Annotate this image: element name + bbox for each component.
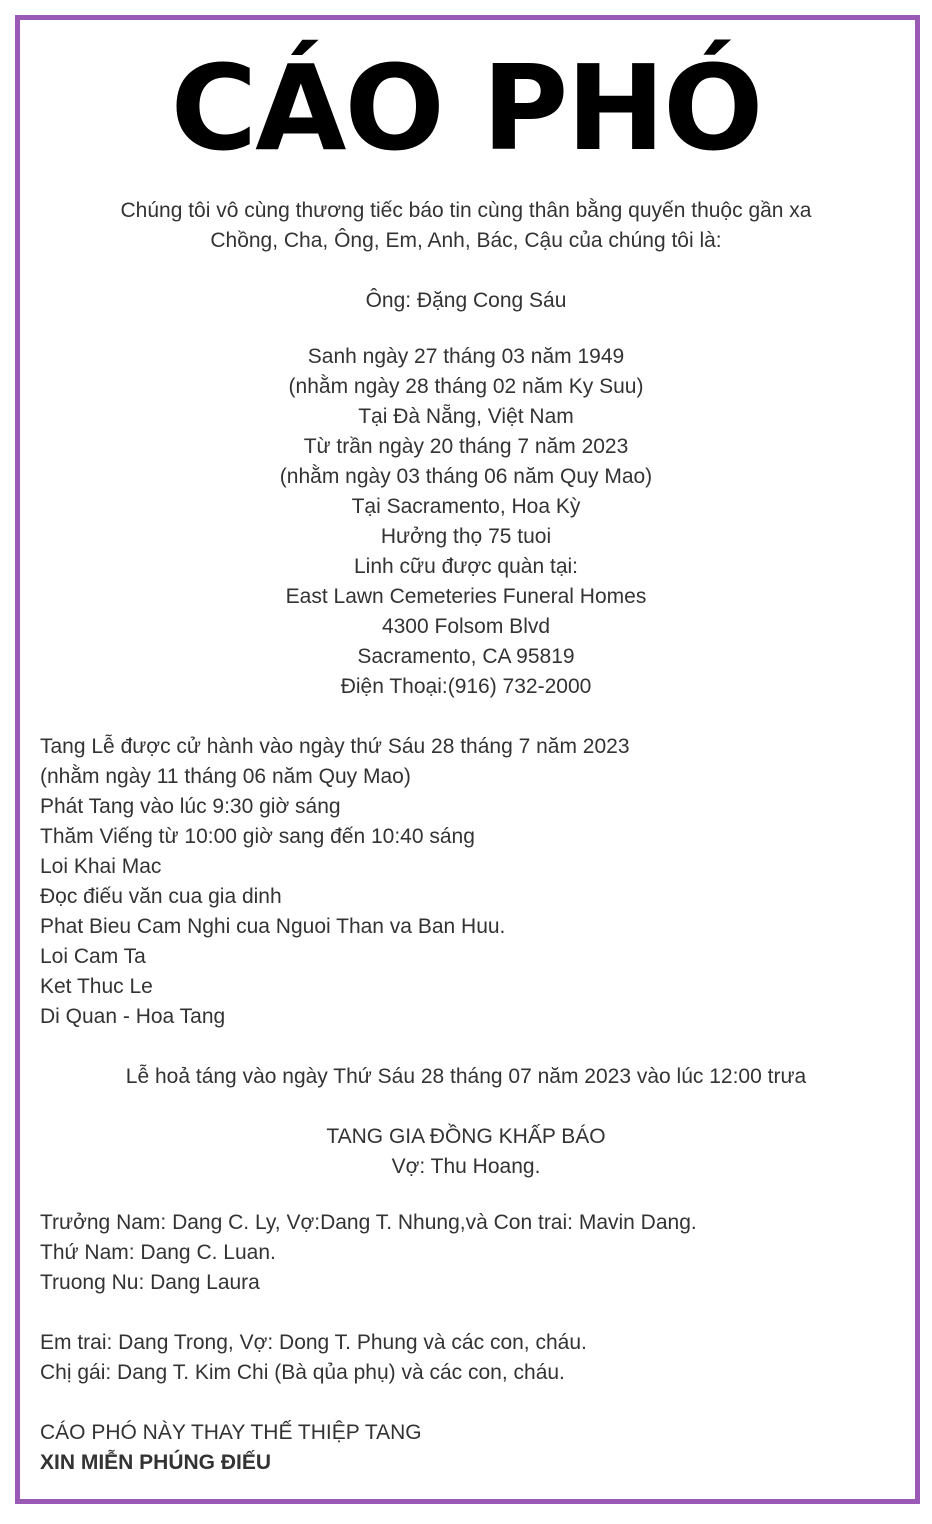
detail-line: Tại Sacramento, Hoa Kỳ [351, 495, 581, 518]
ceremony-line: Di Quan - Hoa Tang [40, 1005, 226, 1028]
detail-line: East Lawn Cemeteries Funeral Homes [285, 585, 647, 608]
ceremony-line: Phat Bieu Cam Nghi cua Nguoi Than va Ban Huu. [40, 915, 506, 938]
cremation-line: Lễ hoả táng vào ngày Thứ Sáu 28 tháng 07 năm 2023 vào lúc 12:00 trưa [125, 1065, 807, 1088]
sibling-line: Em trai: Dang Trong, Vợ: Dong T. Phung và các con, cháu. [40, 1331, 587, 1354]
intro-line: Chúng tôi vô cùng thương tiếc báo tin cùng thân bằng quyến thuộc gần xa [120, 199, 812, 222]
wife-line: Vợ: Thu Hoang. [391, 1155, 541, 1178]
closing-bold-line: XIN MIỄN PHÚNG ĐIẾU [40, 1451, 272, 1474]
detail-line: Điện Thoại:(916) 732-2000 [340, 675, 592, 698]
children-line: Trưởng Nam: Dang C. Ly, Vợ:Dang T. Nhung,và Con trai: Mavin Dang. [40, 1211, 697, 1234]
detail-line: (nhằm ngày 03 tháng 06 năm Quy Mao) [279, 465, 653, 488]
ceremony-line: (nhằm ngày 11 tháng 06 năm Quy Mao) [40, 765, 411, 788]
ceremony-line: Đọc điếu văn cua gia dinh [40, 885, 282, 908]
detail-line: 4300 Folsom Blvd [381, 615, 551, 638]
children-line: Thứ Nam: Dang C. Luan. [40, 1241, 276, 1264]
ceremony-line: Loi Cam Ta [40, 945, 146, 968]
detail-line: (nhằm ngày 28 tháng 02 năm Ky Suu) [288, 375, 644, 398]
intro-line: Chồng, Cha, Ông, Em, Anh, Bác, Cậu của chúng tôi là: [210, 229, 722, 252]
detail-line: Linh cữu được quàn tại: [353, 555, 579, 578]
ceremony-line: Thăm Viếng từ 10:00 giờ sang đến 10:40 sáng [40, 825, 475, 848]
children-line: Truong Nu: Dang Laura [40, 1271, 260, 1294]
detail-line: Tại Đà Nẵng, Việt Nam [358, 405, 574, 428]
ceremony-line: Phát Tang vào lúc 9:30 giờ sáng [40, 795, 341, 818]
sibling-line: Chị gái: Dang T. Kim Chi (Bà qủa phụ) và các con, cháu. [40, 1361, 565, 1384]
detail-line: Hưởng thọ 75 tuoi [380, 525, 552, 548]
detail-line: Từ trần ngày 20 tháng 7 năm 2023 [303, 435, 629, 458]
page-title: CÁO PHÓ [170, 39, 762, 177]
ceremony-line: Tang Lễ được cử hành vào ngày thứ Sáu 28 tháng 7 năm 2023 [40, 735, 630, 758]
ceremony-line: Loi Khai Mac [40, 855, 162, 878]
detail-line: Sacramento, CA 95819 [357, 645, 575, 668]
ceremony-line: Ket Thuc Le [40, 975, 153, 998]
family-header: TANG GIA ĐỒNG KHẤP BÁO [326, 1125, 606, 1148]
closing-line: CÁO PHÓ NÀY THAY THẾ THIỆP TANG [40, 1421, 422, 1444]
deceased-name: Ông: Đặng Cong Sáu [365, 289, 567, 312]
detail-line: Sanh ngày 27 tháng 03 năm 1949 [307, 345, 625, 368]
